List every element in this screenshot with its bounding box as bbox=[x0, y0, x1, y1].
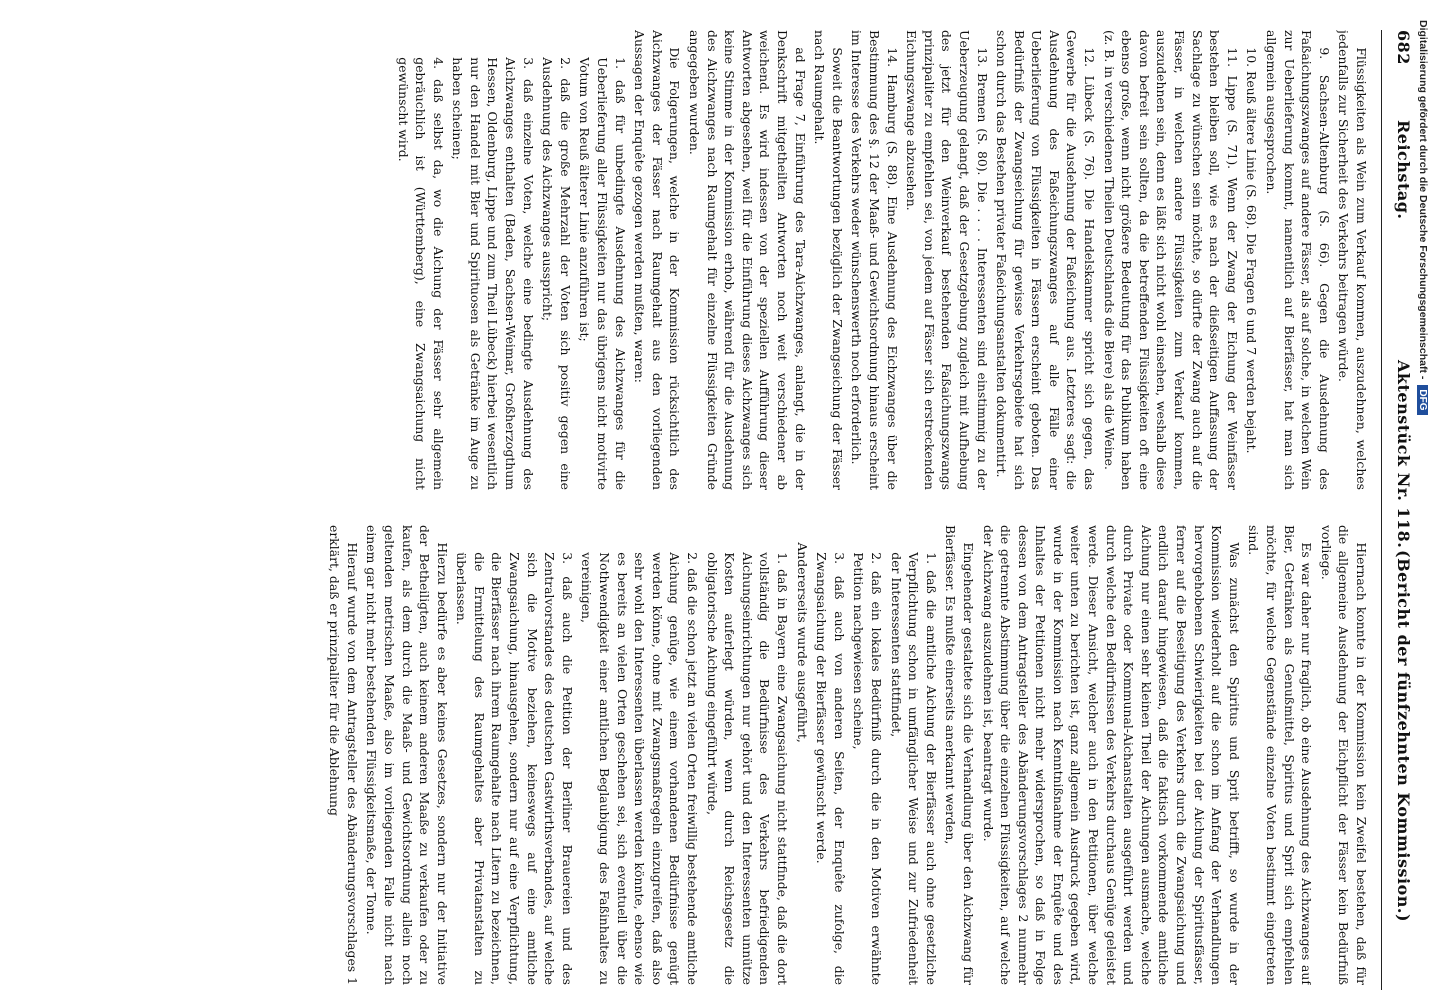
right-text-column bbox=[30, 525, 1370, 985]
left-text-column bbox=[30, 30, 1370, 490]
paragraph: 10. Reuß ältere Linie (S. 68). Die Fragen 6 und 7 werden bejaht. bbox=[1244, 47, 1260, 454]
paragraph: 2. daß die schon jetzt an vielen Orten freiwillig bestehende amtliche Aichung genüge, wie einem vorhandenen Bedürfnisse genügt werden könne, ohne mit Zwangsmaßregeln einzugreifen, daß also sehr wohl den Interessenten überlassen werden könnte, ebenso wie es bereits an vielen Orten geschehen sei, sich eventuell über die Nothwendigkeit einer amtlichen Beglaubigung des Faßinhaltes zu vereinigen, bbox=[579, 552, 701, 985]
dfg-logo-badge: DFG bbox=[1417, 385, 1428, 414]
paragraph: ad Frage 7, Einführung des Tara-Aichzwanges, anlangt, die in der Denkschrift mitgetheilten Antworten noch weit verschiedener ab weichend. Es wird indessen von der speziellen Aufführung dieser Antworten abgesehen, weil für die Einführung dieses Aichzwanges sich keine Stimme in der Kommission erhob, während für die Ausdehnung des Aichzwanges nach Raumgehalt für einzelne Flüssigkeiten Gründe angegeben wurden. bbox=[687, 30, 808, 490]
page-number: 682 bbox=[1394, 30, 1413, 65]
paragraph: Soweit die Beantwortungen bezüglich der Zwangseichung der Fässer nach Raumgehalt. bbox=[812, 30, 845, 490]
paragraph: 12. Lübeck (S. 76). Die Handelskammer spricht sich gegen, das Gewerbe für die Ausdehnung der Faßeichung aus. Letzteres sagt: die Ausdehnung des Faßeichungszwanges auf alle Fälle einer Ueberlieferung von Flüssigkeiten in Fässern erscheint geboten. Das Bedürfniß der Zwangseichung für gewisse Verkehrsgebiete hat sich schon durch das Bestehen privater Faßeichungsanstalten dokumentirt. bbox=[994, 30, 1098, 490]
paragraph: 14. Hamburg (S. 88). Eine Ausdehnung des Eichzwanges über die Bestimmung des §. 12 der Maaß- und Gewichtsordnung hinaus erscheint im Interesse des Verkehrs weder wünschenswerth noch erforderlich. bbox=[849, 30, 900, 490]
document-page bbox=[18, 30, 1418, 990]
footer-text-line bbox=[1411, 20, 1429, 1000]
paragraph: 3. daß auch die Petition der Berliner Brauereien und des Zentralvorstandes des deutschen Gastwirthsverbandes, auf welche sich die Motive beziehen, keineswegs auf eine amtliche Zwangsaichung, hinausgehen, sondern nur auf eine Verpflichtung, die Bierfässer nach ihrem Raumgehalte nach Litern zu bezeichnen, die Ermittelung des Raumgehaltes aber Privatanstalten zu überlassen. bbox=[454, 552, 575, 985]
paragraph: 2. daß ein lokales Bedürfniß durch die in den Motiven erwähnte Petition nachgewiesen scheine, bbox=[851, 552, 884, 985]
header-reichstag: Reichstag. bbox=[1394, 120, 1413, 220]
paragraph: Flüssigkeiten als Wein zum Verkauf kommen, auszudehnen, welches jedenfalls zur Sicherheit des Verkehrs beitragen würde. bbox=[1336, 30, 1369, 490]
paragraph: Andererseits wurde ausgeführt, bbox=[794, 542, 810, 743]
paragraph: 4. daß selbst da, wo die Aichung der Fässer sehr allgemein gebräuchlich ist (Württemberg), eine Zwangsaichung nicht gewünscht wird. bbox=[395, 57, 446, 490]
paragraph: 1. daß die amtliche Aichung der Bierfässer auch ohne gesetzliche Verpflichtung schon in umfänglicher Weise und zur Zufriedenheit der Interessenten stattfindet, bbox=[888, 552, 939, 985]
paragraph: 13. Bremen (S. 80). Die . . . . Interessenten sind einstimmig zu der Ueberzeugung gelangt, daß der Gesetzgebung zugleich mit Aufhebung des jetzt für den Weinverkauf bestehenden Faßaichungszwangs prinzipaliter zu empfehlen sei, von jedem auf Fässer sich erstreckenden Eichungszwange abzusehen. bbox=[904, 30, 990, 490]
paragraph: Was zunächst den Spiritus und Sprit betrifft, so wurde in der Kommission wiederholt auf die schon im Anfang der Verhandlungen hervorgehobenen Schwierigkeiten bei der Aichung der Spiritusfässer, ferner auf die Beseitigung des Verkehrs durch die Zwangsaichung und endlich darauf hingewiesen, daß die faktisch vorkommende amtliche Aichung nur einen sehr kleinen Theil der Aichungen ausmache, welche durch Private oder Kommunal-Aichanstalten ausgeführt werden und durch welche den Bedürfnissen des Verkehrs durchaus Genüge geleistet werde. Dieser Ansicht, welcher auch in den Petitionen, über welche weiter unten zu berichten ist, ganz allgemein Ausdruck gegeben wird, wurde in der Kommission nach Kenntnißnahme der Enquête und des Inhaltes der Petitionen nicht mehr widersprochen, so daß in Folge dessen von dem Antragsteller des Abänderungsvorschlages 2 nunmehr die getrennte Abstimmung über die einzelnen Flüssigkeiten, auf welche der Aichzwang auszudehnen ist, beantragt wurde. bbox=[980, 525, 1242, 985]
paragraph: 11. Lippe (S. 71). Wenn der Zwang der Eichung der Weinfässer bestehen bleiben soll, wie es nach der dießseitigen Auffassung der Sachlage zu wünschen sein möchte, so dürfte der Zwang auch auf die Fässer, in welchen andere Flüssigkeiten zum Verkauf kommen, auszudehnen sein, denn es läßt sich nicht wohl einsehen, weshalb diese davon befreit sein sollten, da die betreffenden Flüssigkeiten oft eine ebenso große, wenn nicht größere Bedeutung für das Publikum haben (z. B. in verschiedenen Theilen Deutschlands die Biere) als die Weine. bbox=[1101, 30, 1240, 490]
paragraph: 3. daß auch von anderen Seiten, der Enquête zufolge, die Zwangsaichung der Bierfässer gewünscht werde. bbox=[814, 552, 847, 985]
paragraph: 2. daß die große Mehrzahl der Voten sich positiv gegen eine Ausdehnung des Aichzwanges ausspricht; bbox=[540, 57, 573, 490]
paragraph: Es war daher nur fraglich, ob eine Ausdehnung des Aichzwanges auf Bier, Getränken als Genußmittel, Spiritus und Sprit sich empfehlen möchte, für welche Gegenstände einzelne Voten bestimmt eingetreten sind. bbox=[1246, 525, 1315, 985]
paragraph: Hierzu bedürfe es aber keines Gesetzes, sondern nur der Initiative der Betheiligten, auch keinem anderen Maaße zu verkaufen oder zu kaufen, als dem durch die Maaß- und Gewichtsordnung allein noch geltenden metrischen Maaße, also im vorliegenden Falle nicht nach einem gar nicht mehr bestehenden Flüssigkeitsmaße, der Tonne. bbox=[364, 525, 450, 985]
header-bericht: (Bericht der fünfzehnten Kommission.) bbox=[1394, 550, 1413, 923]
paragraph: 3. daß einzelne Voten, welche eine bedingte Ausdehnung des Aichzwanges enthalten (Baden, Sachsen-Weimar, Großherzogthum Hessen, Oldenburg, Lippe und zum Theil Lübeck) hierbei wesentlich nur den Handel mit Bier und Spirituosen als Getränke im Auge zu haben scheinen; bbox=[450, 57, 536, 490]
paragraph: Eingehender gestaltete sich die Verhandlung über den Aichzwang für Bierfässer. Es mußte einerseits anerkannt werden, bbox=[943, 525, 976, 985]
footer-credit: Digitalisierung gefördert durch die Deutsche Forschungsgemeinschaft - bbox=[1417, 20, 1429, 380]
paragraph: Hiernach konnte in der Kommission kein Zweifel bestehen, daß für die allgemeine Ausdehnung der Eichpflicht der Fässer kein Bedürfniß vorliege. bbox=[1318, 525, 1369, 985]
paragraph: Hierauf wurde von dem Antragsteller des Abänderungsvorschlages 1 erklärt, daß er prinzipaliter für die Ablehnung bbox=[327, 525, 360, 985]
paragraph: Die Folgerungen, welche in der Kommission rücksichtlich des Aichzwanges der Fässer nach Raumgehalt aus den vorliegenden Aussagen der Enquête gezogen werden mußten, waren: bbox=[632, 30, 683, 490]
digitization-footer bbox=[1411, 20, 1429, 1000]
paragraph: 1. daß in Bayern eine Zwangsaichung nicht stattfinde, daß die dort vollständig die Bedürfnisse des Verkehrs befriedigenden Aichungseinrichtungen nur gehört und den Interessenten unnütze Kosten auferlegt würden, wenn durch Reichsgesetz die obligatorische Aichung eingeführt würde, bbox=[704, 552, 790, 985]
paragraph: 1. daß für unbedingte Ausdehnung des Aichzwanges für die Ueberlieferung aller Flüssigkeiten nur das übrigens nicht motivirte Votum von Reuß älterer Linie anzuführen ist; bbox=[577, 57, 628, 490]
header-aktenstueck: Aktenstück Nr. 118. bbox=[1394, 360, 1413, 549]
paragraph: 9. Sachsen-Altenburg (S. 66). Gegen die Ausdehnung des Faßaichungszwanges auf andere Fässer, als auf solche, in welchen Wein zur Ueberlieferung kommt, namentlich auf Bierfässer, hat man sich allgemein ausgesprochen. bbox=[1264, 30, 1332, 490]
